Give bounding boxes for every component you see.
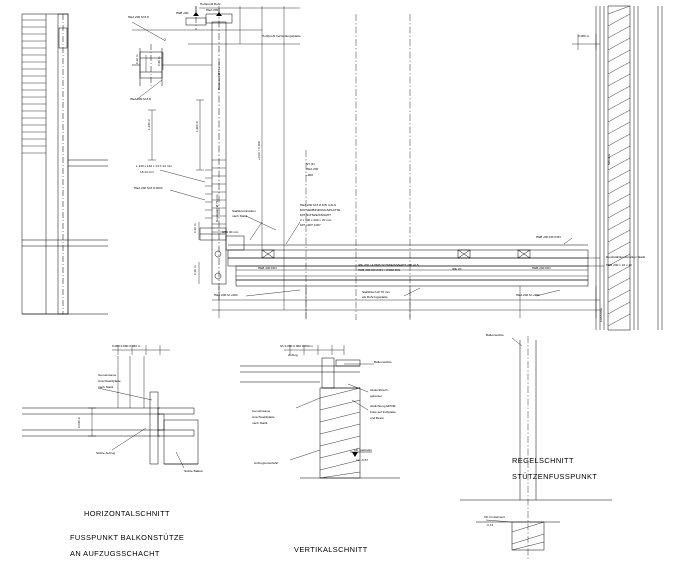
main-section-detail <box>132 6 662 330</box>
label-stf: ST (F) <box>306 162 315 166</box>
label-gekantet: gekantet <box>370 394 382 398</box>
label-gemeinsame-h: Gemeinsame <box>98 373 117 377</box>
label-heb200-din-left: HEB 200 DIN <box>258 266 277 270</box>
label-dim-0030: 0.030 m <box>77 416 81 428</box>
label-18-13mm: 18 13 mm <box>140 170 154 174</box>
label-nach-statik-v: nach Statik <box>252 421 268 425</box>
label-nach-statik-h: nach Statik <box>98 385 114 389</box>
label-heb200-8300: HEB 200 DIN DIN = 8/300 DIN <box>358 268 401 272</box>
label-hea200-900-left: HEA 200 M +900 <box>214 293 238 297</box>
label-ipe20: IPE 20 <box>452 267 462 271</box>
label-plus900-mid: +900 <box>306 173 313 177</box>
label-abdichtung-epdm: Abdichtung EPDM- <box>370 404 397 408</box>
label-hea200-m88-lower: HEA 200 M 8.8 <box>130 97 151 101</box>
label-rundstahl-76-mid: Rundstahl Ø 76 mm <box>215 194 219 222</box>
label-aufzugsunterfahrt: Aufzugsunterfahrt <box>254 461 279 465</box>
label-rundstahl-76-top: Rundstahl Ø 76 mm <box>217 62 221 90</box>
label-dim-0080: 0.080 m <box>578 34 590 38</box>
label-plate-2x400: 2 x 400 x 200 x 20 mm <box>300 218 332 222</box>
label-ok-fundament: OK Fundament <box>484 515 505 519</box>
label-stahlblech-76: Stahlblech Ø 76 mm <box>362 290 391 294</box>
title-regelschnitt-line1: REGELSCHNITT <box>512 456 574 465</box>
label-ok-gelaender: OK Geländer <box>354 448 373 452</box>
label-vertical-dimchain: Sh 0.080 0.080 0.080 m <box>280 344 314 348</box>
title-vertikalschnitt: VERTIKALSCHNITT <box>294 545 368 554</box>
label-hohlprofil-verbindungsplatte: Hohlprofil Verbindungsplatte <box>262 34 301 38</box>
label-rundstahlkonstruktion: Rundstahlkonstruktion Statik <box>606 255 646 259</box>
label-level-000: +0.00 = 0.000 <box>257 140 261 160</box>
regelschnitt-detail <box>460 336 612 560</box>
title-fusspunkt-line1: FUSSPUNKT BALKONSTÜTZE <box>70 533 185 542</box>
label-ok-gelaender-value: ca. -0,67 <box>356 458 369 462</box>
label-hea200-m88-top: HEA 200 M 8.8 <box>128 15 149 19</box>
label-balkonstuetze-r: Balkonstütze <box>486 333 504 337</box>
label-mit-schweissnaht: MIT SCHWEISSNAHT <box>300 213 332 217</box>
label-balkonstuetze-v: Balkonstütze <box>374 360 392 364</box>
label-folie-auf-fussplatte: Folie auf Fußplatte <box>370 410 396 414</box>
label-abdeckblech: Abdeckblech <box>370 388 388 392</box>
label-stuetze-aufzug: Stütze Aufzug <box>96 451 116 455</box>
label-heb200-10x10: HEB 200 x 10 x 10 <box>606 263 632 267</box>
title-fusspunkt-line2: AN AUFZUGSSCHACHT <box>70 549 160 558</box>
label-heb200-din-right: HEB 200 DIN <box>532 266 551 270</box>
label-dim-060: 0.60 m <box>157 56 161 66</box>
label-2: 2 <box>164 38 166 42</box>
label-anschweissplatte-h: Anschweißplatte <box>98 379 121 383</box>
label-heb200-din-top: HEB 200 DIN DIN <box>536 235 561 239</box>
label-nach-statik-main: nach Statik <box>232 214 248 218</box>
label-dim-010-lower: 0.10 m <box>193 265 197 275</box>
label-stuetze-balkon: Stütze Balkon <box>184 469 204 473</box>
label-horizontal-dimchain: 0.080 0.080 0.080 m <box>112 344 141 348</box>
label-dim-010-left: 0.10 m <box>135 54 139 64</box>
label-anschweissplatte-v: Anschweißplatte <box>252 415 275 419</box>
label-und-beton: und Beton <box>370 416 385 420</box>
label-hea200-top: HEA 200 <box>206 8 219 12</box>
label-mit-1007: MIT 1007 1007 <box>300 223 321 227</box>
label-din-verbindungsplatte: DIN VERBINDUNGSPLATTE <box>300 208 341 212</box>
label-950-30mm: 9/50 30 mm <box>222 230 239 234</box>
label-ok-fundament-value: -3,74 <box>486 523 494 527</box>
label-mauer: MAUER <box>607 153 611 165</box>
label-dim-010-mid: 0.10 m <box>193 223 197 233</box>
label-dim-1900: 1.900 m <box>195 120 199 132</box>
label-hea200-mid: HEA 200 <box>306 167 319 171</box>
label-aufzug: Aufzug <box>288 353 298 357</box>
label-stahlkonstruktion: Stahlkonstruktion <box>232 209 256 213</box>
label-heb200: HEB 200 <box>176 11 189 15</box>
label-ipe200-schweissnaht: IPE 200 / 4 HEB SCHWEISSNAHT 200 ALS <box>358 263 419 267</box>
title-regelschnitt-line2: STÜTZENFUSSPUNKT <box>512 472 598 481</box>
label-hea200-0004: HEA 200 M 8.8 0004 <box>134 186 163 190</box>
label-gemeinsame-v: Gemeinsame <box>252 409 271 413</box>
label-als-rohrzugsplatte: als Rohrzugsplatte <box>362 295 388 299</box>
label-dim-1240: 1.240 m <box>147 118 151 130</box>
label-hea200-900-right: HEA 200 M +900 <box>516 293 540 297</box>
horizontalschnitt-detail <box>22 345 198 468</box>
facade-wall <box>596 6 662 330</box>
label-angle-l140: L 140 x 140 x 14 K 12 mm <box>136 164 172 168</box>
left-elevation-hatch <box>22 14 108 314</box>
label-hohlprofil-rohr: Hohlprofil Rohr <box>200 2 221 6</box>
title-horizontalschnitt: HORIZONTALSCHNITT <box>84 509 170 518</box>
label-hea200-din4: HEA 200 M 8.8 DIN 4 ALS <box>300 203 337 207</box>
label-fassade: FASSADE <box>599 307 603 322</box>
